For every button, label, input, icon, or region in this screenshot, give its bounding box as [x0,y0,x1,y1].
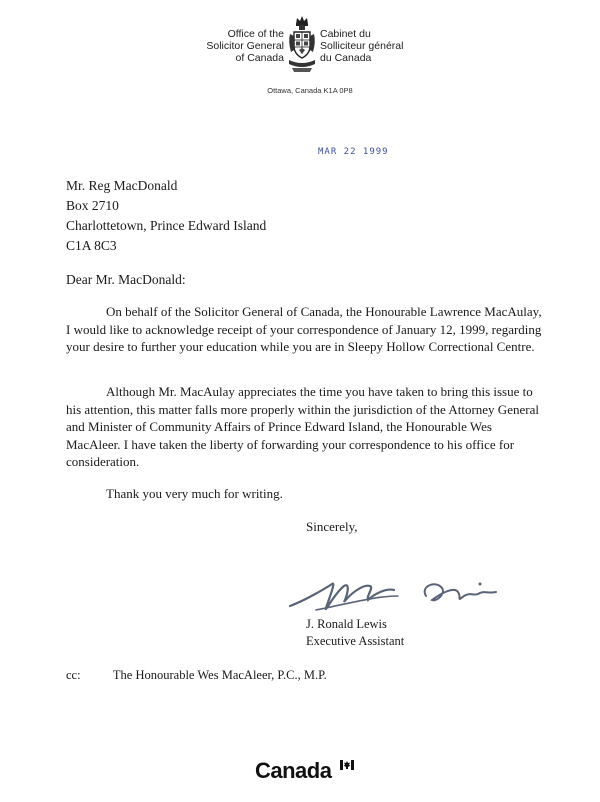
letterhead-address: Ottawa, Canada K1A 0P8 [267,86,353,95]
body-paragraph: Thank you very much for writing. [106,486,283,501]
letterhead-english-line: Solicitor General [206,40,284,52]
maple-leaf-flag-icon [340,760,354,770]
letterhead-english-line: Office of the [227,28,284,40]
body-paragraph: On behalf of the Solicitor General of Canada, the Honourable Lawrence MacAulay, I would like to acknowledge receipt of your correspondence of January 12, 1999, regarding your desire to further your education while you are in Sleepy Hollow Correctional Centre. [66,304,542,354]
letterhead-french-line: du Canada [320,52,372,64]
letterhead-english-line: of Canada [235,52,284,64]
recipient-postal-code: C1A 8C3 [66,238,117,253]
recipient-address [66,176,266,256]
signer-title: Executive Assistant [306,634,405,648]
handwritten-signature [286,566,526,618]
recipient-box: Box 2710 [66,198,119,213]
letterhead-french [320,28,450,64]
cc-label: cc: [66,668,81,682]
recipient-city: Charlottetown, Prince Edward Island [66,218,267,233]
canada-wordmark: Canada [255,758,332,783]
coat-of-arms-icon [287,14,317,76]
letterhead-french-line: Cabinet du [320,28,371,40]
letterhead-english [178,28,284,64]
body-paragraph: Although Mr. MacAulay appreciates the time you have taken to bring this issue to his attention, this matter falls more properly within the jurisdiction of the Attorney General and Minister of Community Affairs of Prince Edward Island, the Honourable Wes MacAleer. I have taken the liberty of forwarding your correspondence to his office for consideration. [66,384,539,469]
letterhead-french-line: Solliciteur général [320,40,404,52]
recipient-name: Mr. Reg MacDonald [66,178,178,193]
signer-name: J. Ronald Lewis [306,617,387,631]
cc-recipient: The Honourable Wes MacAleer, P.C., M.P. [112,668,327,682]
date-stamp: MAR 22 1999 [318,147,389,157]
salutation: Dear Mr. MacDonald: [66,272,186,287]
closing: Sincerely, [306,519,358,534]
signer-block [306,616,404,650]
cc-line [66,668,327,683]
